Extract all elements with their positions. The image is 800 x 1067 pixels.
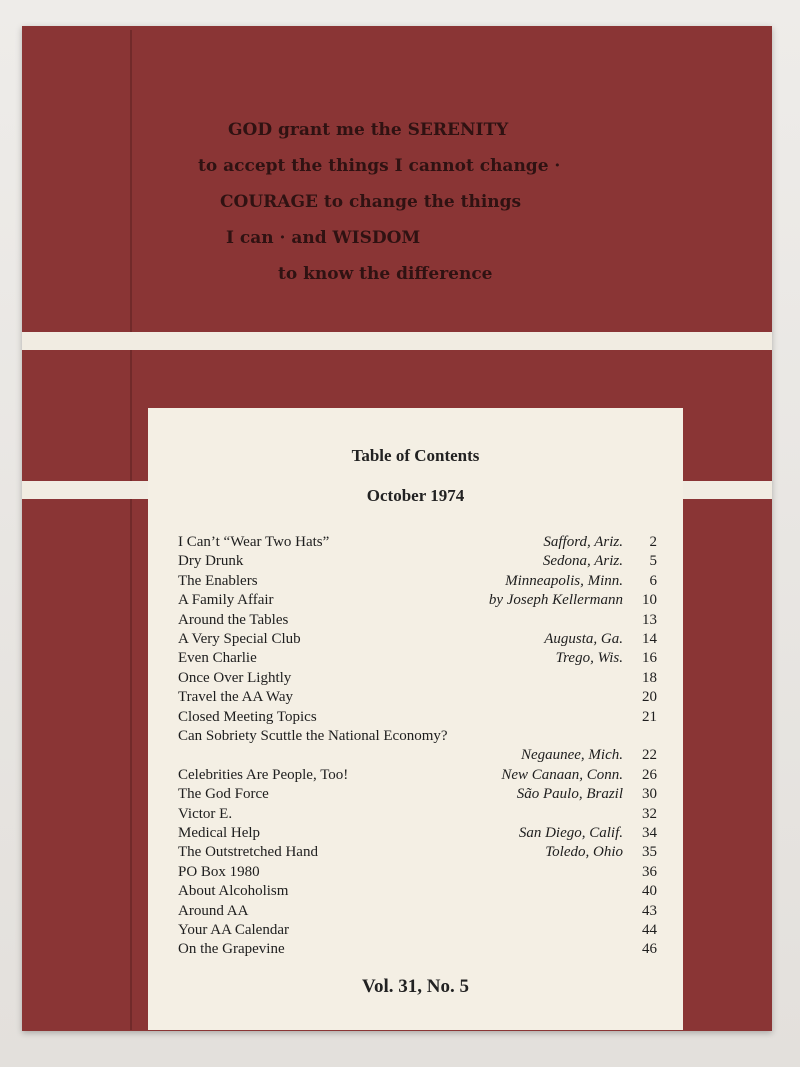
prayer-line: to accept the things I cannot change · [198,156,561,176]
prayer-line: COURAGE to change the things [220,192,522,212]
toc-entry [148,631,683,651]
toc-entry-title: Around the Tables [178,611,289,628]
toc-entry [148,747,683,767]
toc-entry [148,903,683,923]
toc-entry-title: Celebrities Are People, Too! [178,766,349,783]
toc-entry-page: 40 [642,883,657,900]
volume-number: Vol. 31, No. 5 [362,976,469,997]
toc-entry [148,650,683,670]
toc-entry-title: PO Box 1980 [178,863,260,880]
toc-entry [148,612,683,632]
toc-entry-location: São Paulo, Brazil [516,786,623,803]
toc-entry-page: 2 [649,534,657,550]
toc-entry [148,786,683,806]
toc-entry-title: I Can’t “Wear Two Hats” [178,534,330,550]
toc-entry [148,767,683,787]
toc-entry-page: 10 [642,592,657,609]
toc-entry-location: Toledo, Ohio [545,844,623,861]
toc-entry-title: Even Charlie [178,650,257,667]
toc-title: Table of Contents [351,446,480,465]
issue-date: October 1974 [366,486,465,505]
toc-entry-page: 13 [642,611,657,628]
toc-entry [148,883,683,903]
toc-entry-page: 18 [642,669,657,686]
toc-entry-page: 44 [642,922,657,938]
toc-entry-page: 43 [642,902,657,919]
toc-entry [148,534,683,554]
toc-entry-page: 35 [642,844,657,861]
toc-entry-title: About Alcoholism [178,883,289,900]
prayer-line: to know the difference [278,264,493,284]
table-of-contents-panel [148,408,683,1030]
toc-entry-title: Your AA Calendar [178,922,289,938]
toc-entry [148,553,683,573]
toc-entry-title: Dry Drunk [178,553,244,570]
toc-entry-page: 20 [642,689,657,706]
cream-stripe-upper [22,332,772,350]
toc-entry-location: Safford, Ariz. [543,534,623,550]
toc-entry-location: New Canaan, Conn. [501,766,623,783]
toc-entry-page: 6 [649,572,657,589]
toc-entry [148,728,683,748]
toc-entry-title: Medical Help [178,825,261,841]
toc-entry [148,592,683,612]
toc-entry [148,864,683,884]
toc-entry-location: Minneapolis, Minn. [505,572,623,589]
toc-entry-location: Augusta, Ga. [544,631,623,647]
toc-entry-title: Once Over Lightly [178,669,292,686]
toc-entry-title: On the Grapevine [178,941,285,958]
toc-entry-location: Sedona, Ariz. [542,553,623,570]
toc-entry-location: San Diego, Calif. [518,825,623,841]
toc-entry [148,922,683,942]
prayer-line: GOD grant me the SERENITY [228,120,509,140]
toc-entry-page: 21 [642,708,657,725]
prayer-line: I can · and WISDOM [226,228,421,248]
toc-entry [148,689,683,709]
toc-entry-page: 30 [642,786,657,803]
toc-entry-page: 5 [649,553,657,570]
toc-entry [148,709,683,729]
toc-entry-page: 26 [642,766,657,783]
toc-entry-title: The Outstretched Hand [178,844,318,861]
toc-entry-page: 32 [642,805,657,822]
toc-entry [148,670,683,690]
toc-entry-page: 22 [642,747,657,764]
toc-entry-title: Travel the AA Way [178,689,294,706]
toc-entry [148,825,683,845]
toc-entry-location: Trego, Wis. [555,650,623,667]
toc-entry-location: Negaunee, Mich. [520,747,623,764]
toc-entry [148,573,683,593]
toc-entry-title: A Family Affair [178,592,274,609]
toc-entry-page: 36 [642,863,657,880]
toc-entry-page: 46 [642,941,657,958]
toc-entry-page: 34 [642,825,657,841]
toc-entry-page: 16 [642,650,657,667]
toc-entry-title: The Enablers [178,572,258,589]
spine-fold [130,30,132,1030]
toc-entry-page: 14 [642,631,657,647]
toc-entry-title: Around AA [178,902,249,919]
toc-entry-location: by Joseph Kellermann [488,592,623,609]
toc-entry [148,844,683,864]
toc-entry-title: The God Force [178,786,269,803]
toc-entry-title: Closed Meeting Topics [178,708,317,725]
toc-entry-title: Can Sobriety Scuttle the National Economy? [178,728,448,744]
toc-entry-title: Victor E. [178,805,233,822]
toc-entry-title: A Very Special Club [178,631,301,647]
toc-entry [148,806,683,826]
toc-entry [148,941,683,961]
